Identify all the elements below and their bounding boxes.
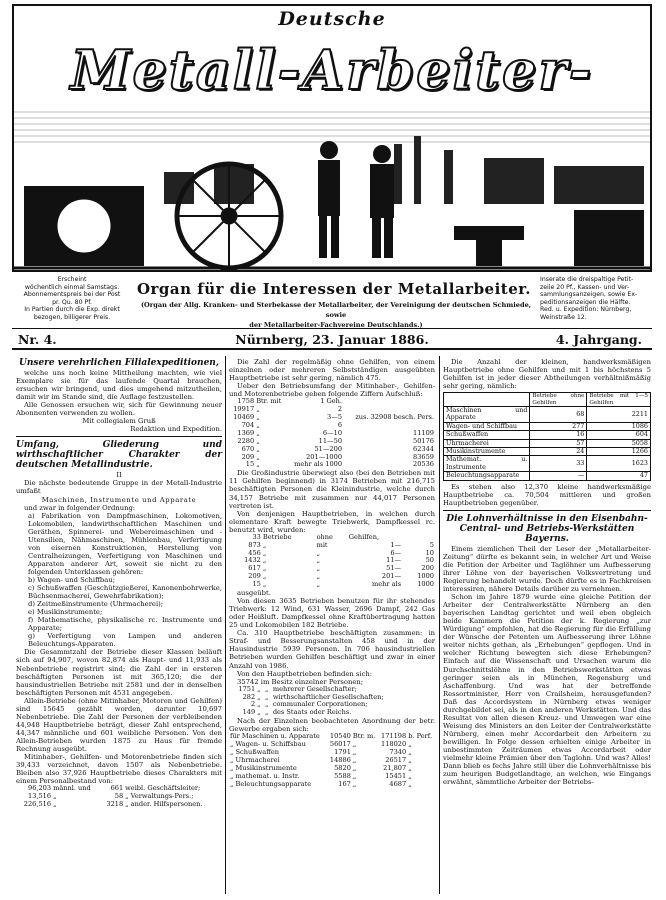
personnel-table — [16, 785, 222, 809]
table-cell: 56017 — [329, 740, 351, 749]
table-cell: „ — [408, 779, 412, 788]
masthead-title: Metall-Arbeiter- — [70, 38, 594, 102]
table-cell: 5588 — [334, 771, 351, 780]
table-cell: „ — [262, 548, 267, 557]
table-cell: Btr. mit — [256, 397, 282, 406]
table-cell: 11109 — [413, 428, 434, 437]
table-cell: 2 — [337, 405, 343, 414]
table-row — [229, 398, 435, 406]
table-cell: mehr als 1000 — [294, 460, 343, 469]
paragraph: Schon im Jahre 1879 wurde eine gleiche Petition der Arbeiter der Centralwerkstätte Nürnberg an den bayerischen Landtag gerichtet und weil eben obgleich beide Kammern die Petition der k. Regierung „zur Würdigung“ empfohlen, hat die Regierung für die Erfüllung der Wünsche der Petenten um Aufbesserung ihrer Löhne weiter nichts gethan, als „Erhebungen“ gepflogen. Und in welcher Richtung bewegten sich diese Erhebungen? Einfach auf die Wissenschaft und Ursachen warum die Durchschnittslöhne in den Betriebswerkstätten etwas geringer seien als in München, Regensburg und Aschaffenburg. Und was hat der betreffende Ressortminister, Herr von Crailsheim, herausgefunden? Daß das Accordsystem in Nürnberg etwas weniger durchgebildet sei, als in den anderen Werkstätten. Und das Resultat von allen diesen Kreuz- und Umwegen war eine Weisung des Ministers an den Leiter der Centralwerkstätte Nürnberg, einen mehr Accordarbeit den Arbeitern zu bewilligen. In Folge dessen erhielten einige Arbeiter in unbestimmten Zeiträumen etwas Accordarbeit oder vielmehr kleine Prämien über den Taglohn. Und was? Alles! Dann blieb es fechs Jahre still über die Lohnverhältnisse bis zum heurigen Budgetlandtage, an welchen, wie Eingangs erwähnt, sämmtliche Arbeiter der Betriebs- — [443, 593, 651, 787]
table-cell: „ — [316, 572, 320, 581]
table-cell: mehrerer Gesellschafter; — [272, 684, 357, 693]
table-header: Betriebe ohne Gehilfen — [530, 393, 587, 407]
table-row — [229, 414, 435, 422]
info-line: In Partien durch die Exp. direkt — [24, 306, 120, 314]
table-cell: „ — [316, 564, 320, 573]
table-cell: 1623 — [587, 456, 651, 472]
list-item: c) Schußwaffen (Geschützgießerei, Kanonenbohrwerke, Büchsenmacherei, Gewehrfabrikation); — [28, 584, 222, 601]
table-cell: 1000 — [417, 580, 434, 589]
list-item: e) Musikinstrumente; — [28, 608, 103, 617]
table-cell: 26517 — [385, 756, 407, 765]
table-cell: „ Verwaltungs-Pers.; — [125, 792, 194, 801]
masthead — [12, 4, 652, 272]
table-cell: Uhrmacherei — [444, 439, 530, 447]
column-rule — [225, 356, 226, 894]
table-cell: „ — [256, 420, 260, 429]
table-cell: „ — [408, 748, 412, 757]
table-cell: 5058 — [587, 439, 651, 447]
table-cell: 873 — [248, 540, 261, 549]
table-cell: 4687 — [389, 779, 407, 788]
table-cell: „ — [256, 405, 260, 414]
illustrator-signature: P. FALKENSTEIN DEL. — [588, 258, 640, 264]
table-cell: 1791 — [334, 748, 351, 757]
paragraph: Allein-Betriebe (ohne Mitinhaber, Motoren und Gehilfen) sind 15645 gezählt worden, darunter 10,697 Nebenbetriebe. Die Zahl der Personen der verbleibenden 44,948 Hauptbetriebe beträgt, dieser Zahl entsprechend, 44,347 männliche und 601 weibliche Personen. Von den Allein-Betrieben wurden 1875 zu Haus für fremde Rechnung ausgeübt. — [16, 696, 222, 753]
table-cell: 1086 — [587, 422, 651, 430]
column-2 — [229, 358, 435, 789]
table-cell: 1 Geh. — [320, 397, 343, 406]
table-cell — [343, 398, 435, 406]
table-cell: „ — [256, 428, 260, 437]
ownership-table — [229, 686, 435, 718]
info-line: zeile 20 Pf., Kassen- und Ver- — [540, 283, 630, 291]
table-row — [444, 472, 651, 480]
table-cell: 1751 — [238, 684, 256, 693]
table-cell: 47 — [587, 472, 651, 480]
info-line: sammlungsanzeigen, sowie Ex- — [540, 291, 638, 299]
table-cell: Schußwaffen — [444, 431, 530, 439]
table-cell: 50 — [425, 556, 434, 565]
table-row — [229, 709, 435, 717]
table-cell: 1758 — [237, 397, 255, 406]
table-cell: 3218 — [106, 800, 124, 809]
table-header-row — [444, 393, 651, 407]
paragraph: Ca. 310 Hauptbetriebe beschäftigten zusammen: in Straf- und Besserungsanstalten 458 und in der Hausindustrie 5939 Personen. In 706 hausindustriellen Betrieben wurden Gehilfen beschäftigt und zwar in einer Anzahl von 1986. — [229, 629, 435, 670]
table-cell: weibl. Geschäftsleiter; — [125, 784, 201, 793]
table-cell: 209 — [241, 452, 255, 461]
table-cell: 21,807 — [383, 764, 407, 773]
table-cell: Maschinen und Apparate — [444, 407, 530, 423]
list-item: b) Wagen- und Schiffbau; — [28, 575, 115, 584]
table-cell: „ Uhrmacherei — [230, 756, 280, 765]
table-cell: „ — [352, 748, 357, 757]
size-table — [229, 398, 435, 469]
paragraph: ausgeübt. — [237, 589, 271, 598]
info-line: peditionsanzeigen die Hälfte. — [540, 298, 631, 306]
table-cell: 282 — [242, 692, 256, 701]
info-line: wöchentlich einmal Samstags. — [24, 283, 120, 291]
table-cell: „ — [408, 740, 412, 749]
table-cell: „ — [256, 413, 260, 422]
table-cell: 96,203 — [28, 784, 52, 793]
paragraph: Es stehen also 12,370 kleine handwerksmäßige Hauptbetriebe ca. 70,504 mittleren und großen Hauptbetrieben gegenüber. — [443, 482, 651, 507]
table-cell: 10540 — [329, 732, 351, 741]
paragraph: Von den Hauptbetrieben befinden sich: — [237, 669, 373, 678]
table-cell: 704 — [241, 420, 255, 429]
table-cell: Btr. m. — [352, 732, 376, 741]
info-line: Inserate die dreispaltige Petit- — [540, 276, 634, 283]
paragraph: Nach der Einzelnen beobachteten Anordnung der betr. Gewerbe ergaben sich: — [229, 717, 435, 734]
table-cell: 11—50 — [318, 436, 343, 445]
table-cell: „ — [256, 444, 260, 453]
table-cell: 617 — [248, 564, 261, 573]
greeting: Mit collegialem Gruß — [82, 417, 156, 426]
table-cell: Mathemat. u. Instrumente — [444, 456, 530, 472]
table-cell: 15 — [245, 460, 255, 469]
divider — [16, 436, 222, 437]
info-line: Erscheint — [57, 276, 87, 283]
table-cell: 83659 — [413, 452, 434, 461]
table-cell: 6 — [337, 420, 343, 429]
table-cell: „ — [262, 580, 267, 589]
paragraph: Einem ziemlichen Theil der Leser der „Metallarbeiter-Zeitung“ dürfte es bekannt sein, in welcher Art und Weise die Petition der Arbeiter und Taglöhner um Aufbesserung ihrer Löhne von der bayerischen Volksvertretung und Regierung behandelt wurde. Doch dürfte es in Fachkreisen interessiren, nähere Details darüber zu vernehmen. — [443, 544, 651, 594]
table-cell: männl. und — [53, 784, 91, 793]
table-cell: 10469 — [233, 413, 255, 422]
table-cell: Beleuchtungsapparate — [444, 472, 530, 480]
table-cell: „ — [316, 580, 320, 589]
table-cell: 2280 — [237, 436, 255, 445]
table-cell: 16 — [530, 431, 587, 439]
paragraph: und zwar in folgender Ordnung: — [24, 503, 136, 512]
table-cell: „ — [257, 684, 261, 693]
table-cell: „ — [53, 792, 57, 801]
table-row — [229, 781, 435, 789]
signature: Redaktion und Expedition. — [130, 425, 222, 434]
notice-heading: Unsere verehrlichen Filialexpeditionen, — [18, 358, 219, 368]
table-cell: 226,516 — [23, 800, 52, 809]
table-cell: 1266 — [587, 448, 651, 456]
table-cell: „ — [408, 764, 412, 773]
column-1 — [16, 358, 222, 809]
info-line: Red. u. Expedition: Nürnberg, — [540, 306, 632, 314]
table-cell: 1432 — [244, 556, 261, 565]
table-cell: 3—5 — [327, 413, 343, 422]
table-cell: 14886 — [329, 756, 351, 765]
subscription-info — [16, 276, 128, 322]
paragraph: Von diesen 3635 Betrieben benutzen für ihr stehendes Triebwerk: 12 Wind, 631 Wasser, 2696 Dampf, 242 Gas oder Heißluft. Dampfkessel ohne Kraftübertragung hatten 25 und Lokomobilen 182 Betriebe. — [229, 597, 435, 630]
paragraph: Die Gesammtzahl der Betriebe dieser Klassen beläuft sich auf 94,907, wovon 82,874 als Haupt- und 11,933 als Nebenbetriebe registrirt sind; die Zahl der in ersteren beschäftigten Personen ist mit 365,120; die der hausindustriellen Betriebe mit 2581 und der in denselben beschäftigten Personen mit 4531 angegeben. — [16, 648, 222, 697]
table-cell: 277 — [530, 422, 587, 430]
table-cell: 33 — [252, 532, 261, 541]
table-cell: „ Schußwaffen — [230, 748, 280, 757]
table-cell: 604 — [587, 431, 651, 439]
table-cell: „ — [352, 756, 357, 765]
table-cell: „ — [262, 540, 267, 549]
table-cell: 51—200 — [314, 444, 343, 453]
table-cell: 1369 — [237, 428, 255, 437]
table-header: Betriebe mit 1—5 Gehilfen — [587, 393, 651, 407]
table-cell: 167 — [338, 779, 351, 788]
paragraph: Ueber den Betriebsumfang der Mitinhaber-, Gehilfen- und Motorenbetriebe geben folgende Ziffern Aufschluß: — [229, 382, 435, 399]
table-cell: 5 — [429, 540, 434, 549]
issue-number: Nr. 4. — [18, 332, 57, 347]
table-cell: 171198 — [381, 732, 407, 741]
table-cell: „ — [264, 684, 269, 693]
table-cell: „ — [352, 779, 357, 788]
table-cell: 50176 — [413, 436, 434, 445]
table-row — [229, 581, 435, 589]
table-cell: „ — [408, 756, 412, 765]
paragraph: Von denjenigen Hauptbetrieben, in welchen durch elementare Kraft bewegte Triebwerk, Dampfkessel rc. benutzt wird, wurden: — [229, 509, 435, 534]
table-cell: 2 — [250, 700, 256, 709]
article-heading: Umfang, Gliederung und wirthschaftlicher Charakter der deutschen Metallindustrie. — [16, 440, 222, 471]
small-business-table — [443, 392, 651, 480]
dateline — [12, 328, 652, 350]
table-cell: 5820 — [334, 764, 351, 773]
table-cell: 118020 — [381, 740, 407, 749]
paragraph: welche uns noch keine Mittheilung machten, wie viel Exemplare sie für das laufende Quartal brauchen, ersuchen wir bringend, und dies umgehend mitzutheilen, damit wir im Stande sind, die Auflage festzustellen. — [16, 369, 222, 402]
table-cell: „ — [256, 436, 260, 445]
table-cell: b. Perf. — [408, 732, 433, 741]
table-cell: „ — [257, 692, 261, 701]
table-cell: 57 — [530, 439, 587, 447]
table-cell: 51— — [386, 564, 402, 573]
paragraph: Die Großindustrie überwiegt also (bei den Betrieben mit 11 Gehilfen beginnend) in 3174 Betrieben mit 216,715 beschäftigten Personen die Kleinindustrie, welche durch 34,157 Betriebe mit zusammen nur 44,017 Personen vertreten ist. — [229, 469, 435, 510]
table-cell: des Staats oder Reichs. — [272, 708, 352, 717]
info-line: pr. Qu. 80 Pf. — [52, 298, 92, 306]
table-cell: 20536 — [413, 460, 434, 469]
table-cell: 24 — [530, 448, 587, 456]
table-cell: mehr als — [372, 580, 402, 589]
table-row — [444, 431, 651, 439]
column-3 — [443, 358, 651, 786]
table-cell: 11— — [386, 556, 402, 565]
table-cell: „ — [262, 564, 267, 573]
table-cell: „ — [408, 771, 412, 780]
table-cell: 62344 — [413, 444, 434, 453]
table-cell: „ — [316, 556, 320, 565]
column-rule — [439, 356, 440, 894]
table-cell: „ ander. Hilfspersonen. — [125, 800, 203, 809]
part-number: II — [116, 471, 122, 480]
table-cell: Betriebe — [262, 532, 292, 541]
table-row — [444, 456, 651, 472]
table-cell: 1000 — [417, 572, 434, 581]
list-item: d) Zeitmeßinstrumente (Uhrmacherei); — [28, 600, 164, 609]
table-cell: „ mathemat. u. Instr. — [230, 771, 300, 780]
table-cell: 33 — [530, 456, 587, 472]
info-line: bezogen, billigerer Preis. — [33, 313, 111, 321]
paragraph: Die Zahl der regelmäßig ohne Gehilfen, von einem einzelnen oder mehreren Selbstständigen ausgeübten Hauptbetriebe ist sehr gering, nämlich 475. — [229, 358, 435, 383]
table-cell: „ Wagen- u. Schiffsbau — [230, 740, 306, 749]
table-cell: 6— — [390, 548, 402, 557]
table-cell: „ — [352, 764, 357, 773]
table-cell: communaler Corporationen; — [272, 700, 368, 709]
table-row — [229, 461, 435, 469]
table-cell: 2211 — [587, 407, 651, 423]
table-cell: 13,516 — [28, 792, 52, 801]
table-cell: Musikinstrumente — [444, 448, 530, 456]
list-item: a) Fabrikation von Dampfmaschinen, Lokomotiven, Lokomobilen, landwirthschaftlichen Maschinen und Geräthen, Spinnerei- und Webereimaschinen und -Utensilien, Nähmaschinen, Mühlenbau, Verfertigung von eisernen Konstruktionen, Herstellung von Centralheizungen, Verfertigung von Maschinen und Apparaten anderer Art, soweit sie nicht zu den folgenden Unterklassen gehören: — [28, 511, 222, 576]
table-cell: 7340 — [389, 748, 407, 757]
table-cell: 201— — [381, 572, 402, 581]
table-cell: „ — [256, 452, 260, 461]
table-cell: „ — [264, 700, 269, 709]
divider — [443, 510, 651, 511]
info-line: Weinstraße 12. — [540, 313, 587, 321]
paragraph: Alle Genossen ersuchen wir, sich für Gewinnung neuer Abonnenten verwenden zu wollen. — [16, 401, 222, 418]
table-cell: 200 — [421, 564, 434, 573]
paragraph: Die Anzahl der kleinen, handwerksmäßigen Hauptbetriebe ohne Gehilfen und mit 1 bis höchstens 5 Gehilfen ist in jeder dieser Abtheilungen verhältnißmäßig sehr gering, nämlich: — [443, 358, 651, 391]
table-cell: „ — [264, 692, 269, 701]
issue-date: Nürnberg, 23. Januar 1886. — [235, 332, 429, 347]
table-cell: mit — [316, 540, 328, 549]
emphasis-line: Maschinen, Instrumente und Apparate — [41, 495, 197, 504]
table-cell: 209 — [248, 572, 261, 581]
info-line: Abonnementspreis bei der Post — [23, 291, 121, 299]
paragraph: 35742 im Besitz einzelner Personen; — [237, 677, 364, 686]
article-heading: Die Lohnverhältnisse in den Eisenbahn-Central- und Betriebs-Werkstätten Bayerns. — [446, 513, 648, 544]
table-cell: Gehilfen, — [348, 532, 380, 541]
table-cell: Wagen- und Schiffbau — [444, 422, 530, 430]
table-cell: 15451 — [385, 771, 407, 780]
table-cell: 456 — [248, 548, 261, 557]
masthead-small-title: Deutsche — [278, 8, 386, 30]
masthead-illustration — [14, 106, 652, 272]
table-cell: „ — [256, 460, 260, 469]
table-cell: 661 — [110, 784, 124, 793]
table-cell: „ — [53, 800, 57, 809]
table-cell: „ — [352, 740, 357, 749]
table-cell: „ — [257, 700, 261, 709]
table-cell: 149 — [242, 708, 256, 717]
volume-year: 4. Jahrgang. — [555, 332, 642, 347]
table-cell: zus. 32908 besch. Pers. — [355, 413, 434, 422]
table-cell: ohne — [316, 532, 333, 541]
list-item: g) Verfertigung von Lampen und anderen Beleuchtungs-Apparaten. — [28, 632, 222, 649]
organ-title: Organ für die Interessen der Metallarbeiter. — [136, 280, 532, 298]
organ-subtitle-line: der Metallarbeiter-Fachvereine Deutschlands.) — [249, 321, 423, 329]
table-cell: „ — [257, 708, 261, 717]
table-cell: 68 — [530, 407, 587, 423]
paragraph: Die nächste bedeutende Gruppe in der Metall-Industrie umfaßt — [16, 479, 222, 496]
table-cell: 201—1000 — [306, 452, 343, 461]
table-cell: wirthschaftlicher Gesellschaften; — [272, 692, 384, 701]
table-cell: 10 — [425, 548, 434, 557]
paragraph: Mitinhaber-, Gehilfen- und Motorenbetriebe finden sich 39,433 verzeichnet, davon 1507 als Nebenbetriebe. Bleiben also 37,926 Hauptbetriebe dieses Charakters mit einem Personalbestand von: — [16, 753, 222, 786]
table-cell: „ — [264, 708, 269, 717]
motor-table — [229, 534, 435, 589]
table-row — [444, 407, 651, 423]
table-cell: 6—10 — [322, 428, 343, 437]
table-cell: „ — [262, 556, 267, 565]
table-cell: 19917 — [233, 405, 255, 414]
trade-table — [229, 733, 435, 788]
table-cell: 58 — [114, 792, 124, 801]
table-cell: „ — [352, 771, 357, 780]
table-cell: „ — [316, 548, 320, 557]
table-header — [444, 393, 530, 407]
table-cell: 15 — [252, 580, 261, 589]
table-row — [16, 801, 222, 809]
table-cell: „ Musikinstrumente — [230, 764, 297, 773]
organ-subtitle-line: (Organ der Allg. Kranken- und Sterbekasse der Metallarbeiter, der Vereinigung der deutschen Schmiede, sowie — [140, 301, 532, 319]
organ-subtitle — [138, 300, 534, 330]
table-cell: — — [530, 472, 587, 480]
advertising-info — [540, 276, 655, 322]
list-item: f) Mathematische, physikalische rc. Instrumente und Apparate; — [28, 616, 222, 633]
table-cell: „ — [262, 572, 267, 581]
table-cell: für Maschinen u. Apparate — [230, 732, 320, 741]
table-cell: 670 — [241, 444, 255, 453]
table-cell: 1— — [390, 540, 402, 549]
table-cell: „ Beleuchtungsapparate — [230, 779, 312, 788]
